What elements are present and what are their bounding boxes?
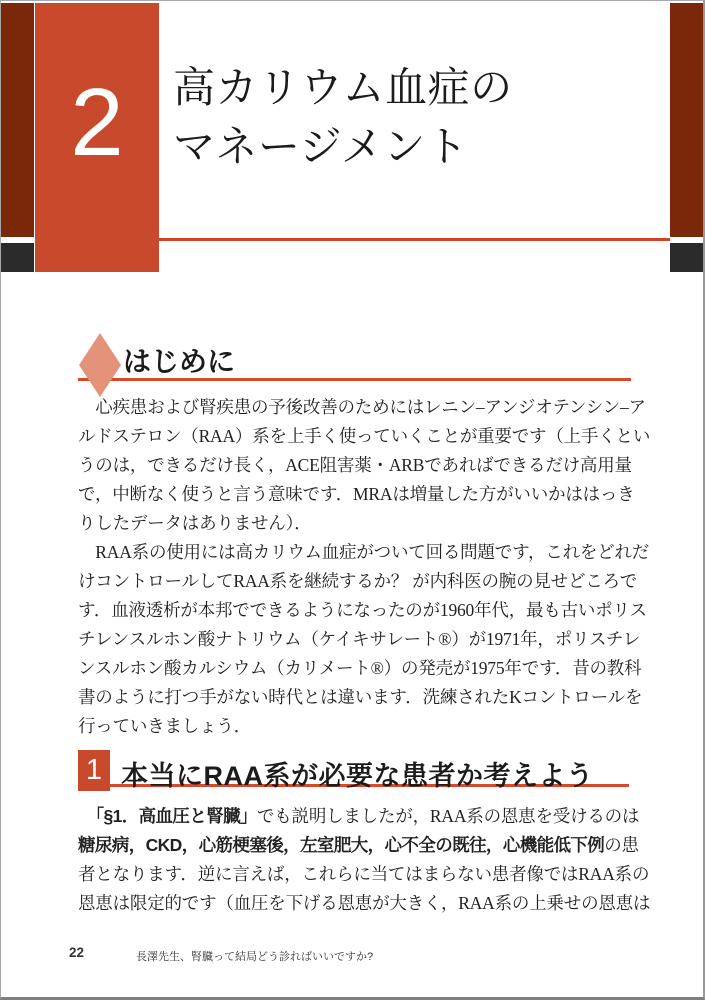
intro-heading: はじめに [123,346,236,377]
text-line: けコントロールしてRAA系を継続するか？ が内科医の腕の見せどころで [78,571,637,591]
section1-number: 1 [85,754,103,786]
text-line: 者となります．逆に言えば，これらに当てはまらない患者像ではRAA系の [78,864,650,884]
paragraph [78,538,650,741]
section1-number-box [78,750,110,791]
header-left-maroon-bar [1,3,34,237]
text-line: 「§1．高血圧と腎臓」でも説明しましたが，RAA系の恩恵を受けるのは [95,806,640,826]
text-line: RAA系の使用には高カリウム血症がついて回る問題です，これをどれだ [78,542,650,562]
paragraph [78,802,651,918]
chapter-title [173,58,513,176]
text-line: で，中断なく使うと言う意味です．MRAは増量した方がいいかははっき [78,484,635,504]
text-line: 糖尿病，CKD，心筋梗塞後，左室肥大，心不全の既往，心機能低下例の患 [78,835,639,855]
header-left-black-square [1,243,34,272]
diamond-bullet-icon [79,333,121,397]
chapter-title-line2: マネージメント [173,123,469,170]
footer-page-number: 22 [69,945,85,960]
chapter-number-box [35,3,159,272]
header-right-maroon-bar [670,3,704,237]
chapter-number: 2 [70,68,124,176]
text-line: す．血液透析が本邦でできるようになったのが1960年代，最も古いポリス [78,600,647,620]
text-line: 行っていきましょう． [78,716,251,736]
text-line: うのは，できるだけ長く，ACE阻害薬・ARBであればできるだけ高用量 [78,455,632,475]
footer-book-title: 長澤先生、腎臓って結局どう診ればいいですか? [136,951,374,963]
text-line: りしたデータはありません）． [78,513,312,533]
text-line: 恩恵は限定的です（血圧を下げる恩恵が大きく，RAA系の上乗せの恩恵は [78,893,651,913]
text-line: チレンスルホン酸ナトリウム（ケイキサレート®）が1971年，ポリスチレ [78,629,641,649]
text-line: 心疾患および腎疾患の予後改善のためにはレニン–アンジオテンシン–ア [78,397,646,417]
section1-title: 本当にRAA系が必要な患者か考えよう [121,761,594,791]
text-line: 書のように打つ手がない時代とは違います．洗練されたKコントロールを [78,687,643,707]
paragraph [78,393,651,538]
header-red-rule [159,238,670,241]
text-line: ンスルホン酸カルシウム（カリメート®）の発売が1975年です．昔の教科 [78,658,642,678]
chapter-title-line1: 高カリウム血症の [173,64,513,111]
header-right-black-square [670,243,704,272]
text-line: ルドステロン（RAA）系を上手く使っていくことが重要です（上手くとい [78,426,651,446]
